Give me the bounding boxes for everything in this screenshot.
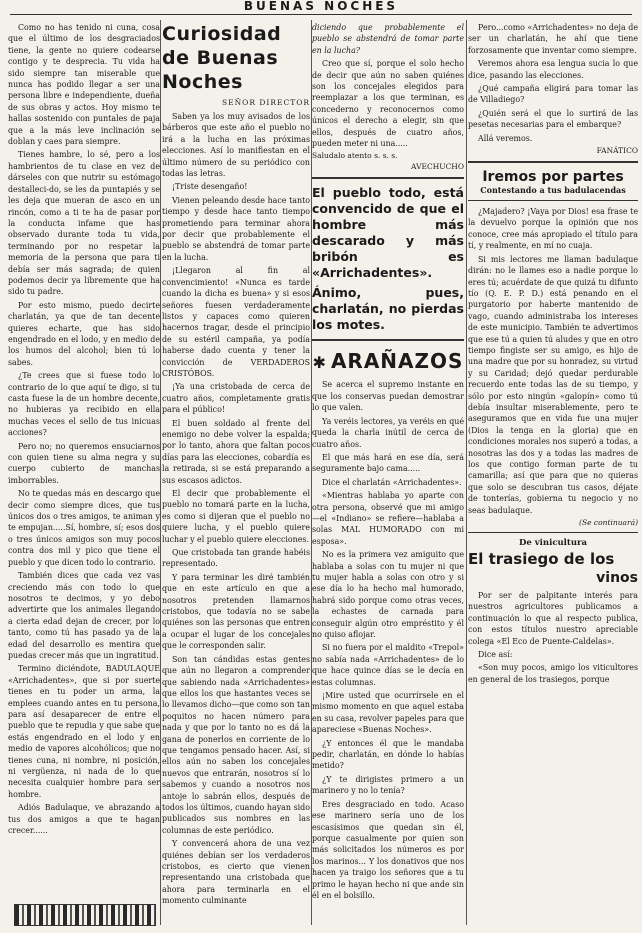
article-paragraph: El decir que probablemente el pueblo no tomará parte en la lucha, es como si dijeran que el pueblo no quiere lucha, y el pueblo quiere luchar y el pueblo quiere elecciones. (162, 489, 310, 544)
article-paragraph: También dices que cada vez vas creciendo más con todo lo que nosotros te decimos, y yo debo advertirte que los animales llegando a cierta edad dejan de crecer, por lo tanto, como tú has pasado ya de la edad del desarrollo es mentira que puedas crecer más que un ingratitud. (8, 571, 160, 660)
article-paragraph: ¿Y entonces él que le mandaba pedir, charlatán, en dónde lo habías metido? (312, 738, 464, 771)
article-paragraph: Vienen peleando desde hace tanto tiempo y desde hace tanto tiempo prometiendo para terminar ahora por decir que probablemente el pueblo se abstendrá de tomar parte en la lucha. (162, 195, 310, 262)
article-paragraph: Son tan cándidas estas gentes que aún no llegaron a comprender que sabiendo nada «Arrichadentes» que ellos los que hastantes veces se lo llevamos dicho—que como son tan poquitos no hacen número para nada y que por lo tanto no es dá la gana de ponerlos en corriente de lo que tengamos pensado hacer. Así, si ellos aún no saben los concejales nuevos que entrarán, nosotros sí lo sabemos y cuando a nosotros nos antoje lo sabrán ellos, después de todos los últimos, cuando hayan sido publicados sus nombres en las columnas de este periódico. (162, 654, 310, 835)
article-paragraph: Dice así: (478, 650, 513, 660)
article-paragraph: ¿Te crees que si fuese todo lo contrario de lo que aquí te digo, si tu casta fuese la de un hombre decente, no hubieras ya recibido en ella muchas veces el sello de tus inicuas acciones? (8, 371, 160, 438)
signature: AVECHUCHO (411, 162, 464, 172)
article-paragraph: Como no has tenido ni cuna, cosa que el último de los desgraciados tiene, la gente no quiere codearse contigo y te desprecia. Tu vida ha sido siempre tan miserable que nunca has podido llegar a ser una persona libre e independiente, dueña de sus obras y actos. Hoy mismo te hallas sostenido con puntales de paja que a la más leve inclinación se doblan y caes para siempre. (8, 23, 160, 147)
section-rule (468, 532, 638, 533)
section-kicker: De vinicultura (519, 538, 587, 549)
article-paragraph: Tienes hambre, lo sé, pero a los hambrientos de tu clase en vez de dárseles con que nutrir su estómago destalleci-do, se les da puntapiés y se les deja que mueran de asco en un rincón, como a ti te ha de pasar por la conducta infame que has observado durante toda tu vida, terminando por no respetar la memoria de la persona que para ti debía ser más sagrada; de quien podemos decir ya libremente que ha sido tu padre. (8, 150, 160, 297)
article-addressee: SEÑOR DIRECTOR (222, 98, 310, 107)
closing-line: Saludalo atento s. s. s. (312, 151, 398, 161)
article-paragraph: Ya veréis lectores, ya veréis en qué queda la charla inútil de cerca de cuatro años. (312, 416, 464, 449)
article-paragraph: Se acerca el supremo instante en que los conservas puedan demostrar lo que valen. (312, 380, 464, 413)
article-paragraph: No te quedas más en descargo que decir como siempre dices, que tus únicos dos o tres amigos, te animan y te empujan.....Sí, hombre, sí; esos dos o tres únicos amigos son muy pocos contra dos mil y pico que tiene el pueblo y que dicen todo lo contrario. (8, 489, 160, 567)
article-paragraph: Y convencerá ahora de una vez quiénes debían ser los verdaderos cristobos, es cierto que vienen representando una cristobada que ahora para terminarla en el momento culminante (162, 839, 310, 906)
column-divider (160, 20, 161, 925)
section-rule (468, 200, 638, 201)
section-subtitle: Contestando a tus badulacendas (480, 185, 626, 196)
article-paragraph: Termino diciéndote, BADULAQUE «Arrichadentes», que si por suerte tienes en tu poder un arma, la emplees cuando antes en tu persona, para así desaparecer de entre el pueblo que te repudia y que sabe que estás engendrado en el lodo y en medio de vapores alcohólicos; que no tienes cuna, ni nombre, ni posición, ni vergüenza, ni nada de lo que necesita cualquier hombre para ser hombre. (8, 664, 160, 799)
column-1 (8, 22, 160, 902)
column-3 (312, 22, 464, 928)
section-title: Iremos por partes (482, 169, 624, 186)
aranazos-heading (312, 349, 464, 373)
article-paragraph: ¿Quién será el que lo surtirá de las pesetas necesarias para el embarque? (468, 108, 638, 130)
article-paragraph: Pero...como «Arrichadentes» no deja de ser un charlatán, he ahí que tiene forzosamente que inventar como siempre. (468, 23, 638, 55)
top-rule (10, 14, 632, 15)
article-paragraph: Saben ya los muy avisados de los bárberos que este año el pueblo no irá a la lucha en las próximas elecciones. Así lo manifiestan en el último número de su periódico con todas las letras. (162, 112, 310, 179)
article-paragraph: Eres desgraciado en todo. Acaso ese marinero sería uno de los escasísimos que quedan sin él, porque casualmente por quien son más solicitados los números es por los marinos... Y los donativos que nos hacen ya traigo los señores que a tu primo le hayan hecho ni que ande sin él en el bolsillo. (312, 799, 464, 900)
article-paragraph: Adiós Badulaque, ve abrazando a tus dos amigos a que te hagan crecer...... (8, 803, 160, 836)
article-title-2: vinos (596, 570, 638, 587)
article-paragraph: ¿Y te dirigistes primero a un marinero y no lo tenía? (312, 774, 464, 796)
article-paragraph: Y para terminar les diré también que en este artículo en que a nosotros pretenden llamarnos cristobos, que todavía no se sabe quiénes son las personas que entren a ocupar el lugar de los concejales que le corresponden salir. (162, 572, 310, 651)
column-2 (162, 22, 310, 928)
article-paragraph: Por ser de palpitante interés para nuestros agricultores publicamos a continuación lo que al respecto publica, con estos títulos nuestro apreciable colega «El Eco de Puente-Caldelas». (468, 591, 638, 646)
article-title: Curiosidad de Buenas Noches (162, 23, 282, 93)
masthead: BUENAS NOCHES (243, 0, 399, 13)
article-paragraph: Si no fuera por el maldito «Trepol» no sabía nada «Arrichadentes» de lo que hace quince días se le decía en estas columnas. (312, 643, 464, 687)
signature: FANÁTICO (596, 146, 638, 156)
aranazos-title: ARAÑAZOS (330, 349, 464, 374)
article-paragraph: No es la primera vez amiguito que hablaba a solas con tu mujer ni que tu mujer habla a solas con otro y si ese día lo ha hecho mal humorado, habrá sido porque como otras veces, la echastes de carnada para conseguir algún otro empréstito y él no quiso aflojar. (312, 550, 464, 639)
article-paragraph: Pero no; no queremos ensuciarnos con quien tiene su alma negra y su cuerpo cubierto de manchas imborrables. (8, 441, 160, 485)
article-paragraph: Si mis lectores me llaman badulaque dirán: no le llames eso a nadie porque lo eres tú; acuérdate de que quizá tu difunto tío (Q. E. P. D.) está penando en el purgatorio por haberte mantenido de vago, cuando administraba los intereses de este municipio. También te advertimos que ese tú a quien tú aludes y que en otro tiempo fingiste ser su amigo, es hijo de una madre que por su honradez, su virtud y su Caridad; dejó quedar perdurable recuerdo ente todas las de su tiempo, y sólo por esto ningún «galopín» como tú debía insultar miserablemente, pero te aseguramos que en vida fue una mujer (Dios la tenga en la gloria) que en condiciones morales nos superó a todas, a nosotras las dos y a todas las madres de los que contigo forman parte de tu camarilla; así que para que no quieras que solo se descubran tus casos, déjate de tonterías, gobierna tu negocio y no seas badulaque. (468, 254, 638, 515)
ornament-border (14, 904, 156, 926)
article-paragraph: Veremos ahora esa lengua sucia lo que dice, pasando las elecciones. (468, 59, 638, 80)
article-paragraph: Dice el charlatán «Arrichadentes». (322, 477, 462, 487)
article-paragraph: Que cristobada tan grande habéis representado. (162, 548, 310, 569)
article-paragraph: El buen soldado al frente del enemigo no debe volver la espalda; por lo tanto, ahora que faltan pocos días para las elecciones, cobardía es la retirada, si se está preparando a sus escasos adictos. (162, 418, 310, 485)
article-paragraph: ¿Majadero? ¡Vaya por Dios! esa frase te la devuelvo porque la opinión que nos conoce, cree más apropiado el título para tí, y realmente, en mí no cuaja. (468, 207, 638, 251)
article-paragraph: Por esto mismo, puedo decirte charlatán, ya que de tan decente quieres echarte, que has sido engendrado en el lodo, y en medio de los humos del alcohol; bien tú lo sabes. (8, 300, 160, 367)
article-paragraph: Creo que sí, porque el solo hecho de decir que aún no saben quiénes son los concejales elegidos para reemplazar a los que terminan, es concederno y reconocernos como únicos el derecho a elegir, sin que ellos, después de cuatro años, pueden meter ni una..... (312, 59, 464, 149)
section-rule (468, 161, 638, 163)
article-paragraph: ¡Ya una cristobada de cerca de cuatro años, completamente gratis para el público! (162, 382, 310, 415)
article-paragraph: ¡Llegaron al fin al convencimiento! «Nunca es tarde cuando la dicha es buena» y si esos señores fuesen verdaderamente listos y capaces como quieren hacernos tragar, desde el principio de su estéril campaña, ya podía haberse dado cuenta y tener la convicción de VERDADEROS CRISTÓBOS. (162, 266, 310, 378)
continue-note: (Se continuará) (579, 518, 638, 528)
article-title: El trasiego de los (468, 550, 615, 569)
article-paragraph: «Mientras hablaba yo aparte con otra persona, observé que mi amigo—el «Indiano» se refiere—hablaba a solas MAL HUMORADO con mi esposa». (312, 491, 464, 546)
article-paragraph: Allá veremos. (478, 133, 533, 143)
article-paragraph: diciendo que probablemente el pueblo se abstendrá de tomar parte en la lucha? (312, 23, 464, 55)
spider-icon: ✱ (312, 353, 327, 373)
section-rule (312, 339, 464, 341)
boxed-headline: El pueblo todo, está convencido de que el hombre más descarado y más bribón es «Arrichadentes». (312, 185, 464, 281)
article-paragraph: ¡Triste desengaño! (172, 182, 248, 192)
column-4 (468, 22, 638, 928)
section-rule (312, 177, 464, 179)
article-paragraph: El que más hará en ese día, será seguramente bajo cama..... (312, 452, 464, 474)
column-divider (466, 20, 467, 925)
article-paragraph: ¿Qué campaña eligirá para tomar las de Villadiego? (468, 84, 638, 105)
article-paragraph: «Son muy pocos, amigo los viticultores en general de los trasiegos, porque (468, 663, 638, 684)
boxed-headline-2: Ánimo, pues, charlatán, no pierdas los motes. (312, 285, 464, 333)
article-paragraph: ¡Mire usted que ocurrírsele en el mismo momento en que aquel estaba en su casa, revolver papeles para que apareciese «Buenas Noches». (312, 691, 464, 735)
